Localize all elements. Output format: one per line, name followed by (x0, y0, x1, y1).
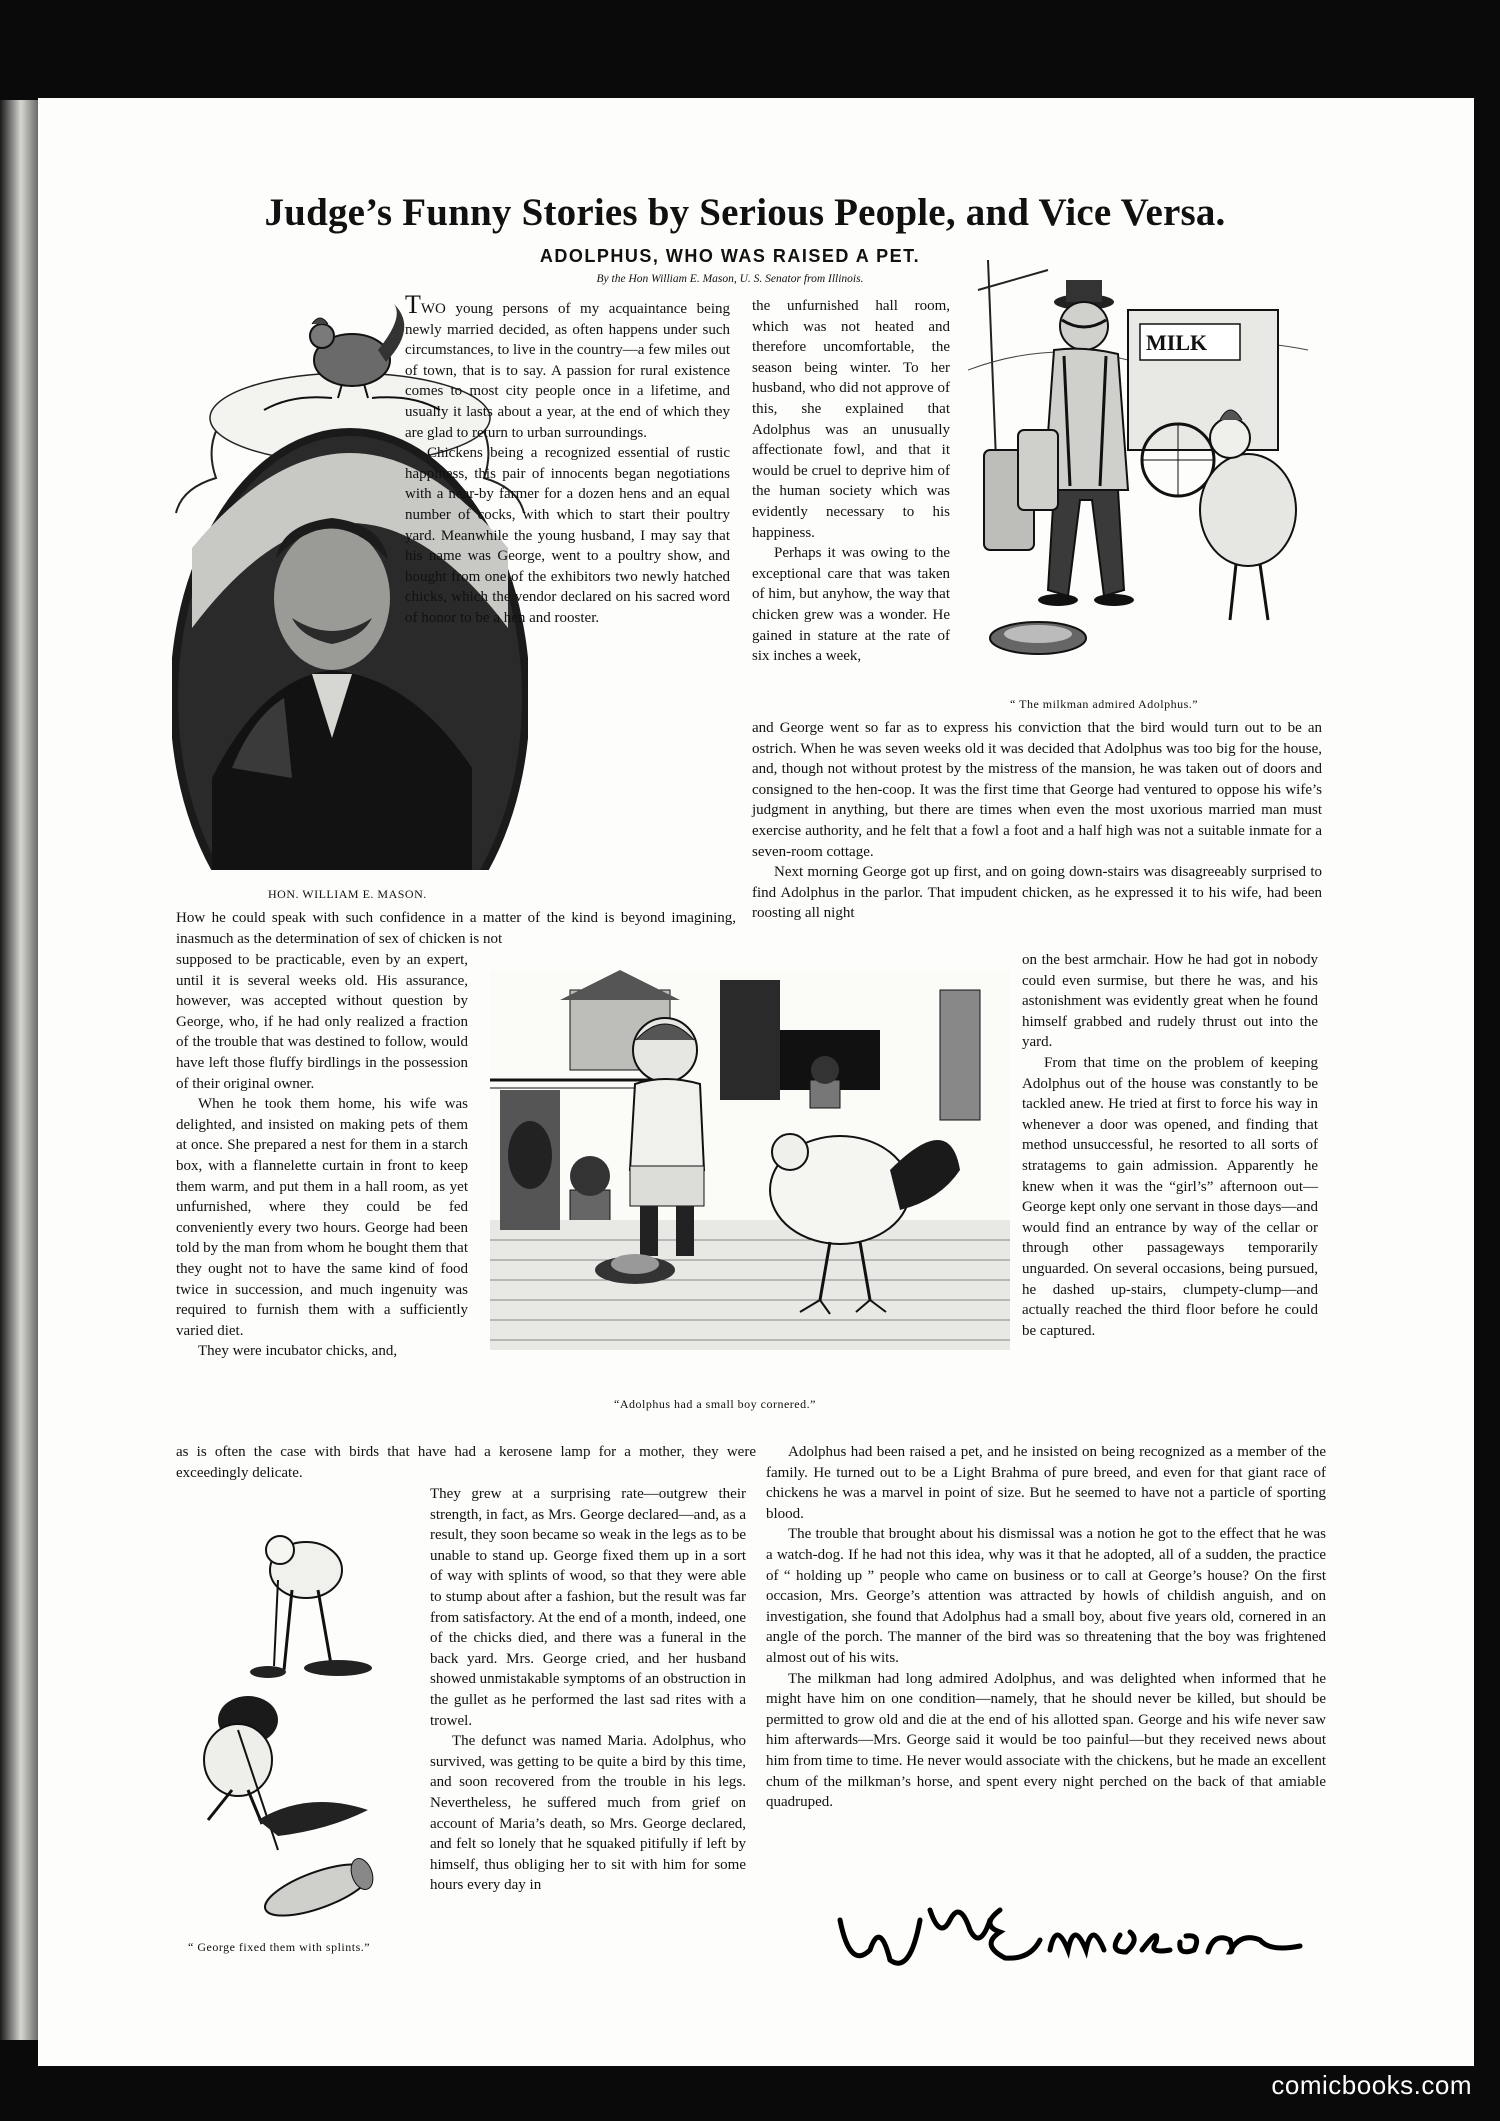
column-kerosene-line (176, 1442, 756, 1483)
column-intro (405, 290, 730, 629)
paragraph: The trouble that brought about his dismissal was a notion he got to the effect that he was a watch-dog. If he had not this idea, why was it that he adopted, all of a sudden, the practice of “ holding up ” people who came on business or to call at George’s house? On the first occasion, Mrs. George’s attention was attracted by howls of childish anguish, and on investigation, she found that Adolphus had a small boy, about five years old, cornered in an angle of the porch. The manner of the bird was so threatening that the boy was frightened almost out of his wits. (766, 1526, 1326, 1666)
cornered-caption: “Adolphus had a small boy cornered.” (614, 1397, 816, 1411)
drop-cap: T (405, 290, 421, 319)
column-bottom-middle (430, 1484, 746, 1896)
paragraph: They were incubator chicks, and, (198, 1343, 398, 1360)
paragraph: Next morning George got up first, and on going down-stairs was disagreeably surprised to find Adolphus in the parlor. That impudent chicken, as he expressed it to his wife, had been roosting all night (752, 864, 1322, 922)
splints-caption: “ George fixed them with splints.” (188, 1940, 371, 1954)
milkman-illustration (968, 250, 1314, 682)
paragraph: as is often the case with birds that have had a kerosene lamp for a mother, they were exceedingly delicate. (176, 1444, 756, 1481)
milkman-caption: “ The milkman admired Adolphus.” (1010, 697, 1199, 711)
page-headline: Judge’s Funny Stories by Serious People, and Vice Versa. (264, 191, 1226, 234)
column-full-line (176, 908, 736, 949)
byline: By the Hon William E. Mason, U. S. Senator from Illinois. (596, 273, 864, 285)
column-right-middle (1022, 950, 1318, 1341)
splints-illustration (188, 1490, 418, 1930)
paragraph-text: WO young persons of my acquaintance being newly married decided, as often happens under such circumstances, to live in the country—a few miles out of town, that is to say. A passion for rural existence comes to most city people once in a lifetime, and usually it lasts about a year, at the end of which they are glad to return to urban surroundings. (405, 301, 730, 441)
paragraph: The milkman had long admired Adolphus, and was delighted when informed that he might have him on one condition—namely, that he should never be killed, but should be permitted to grow old and die at the end of his allotted span. George and his wife never saw him afterwards—Mrs. George said it would be too painful—but they received news about him from time to time. He never would associate with the chickens, but he made an excellent chum of the milkman’s horse, and spent every night perched on the back of that amiable quadruped. (766, 1670, 1326, 1811)
portrait-caption: HON. WILLIAM E. MASON. (268, 887, 427, 901)
watermark-label: comicbooks.com (1271, 2070, 1472, 2100)
paragraph: Chickens being a recognized essential of rustic happiness, this pair of innocents began negotiations with a near-by farmer for a dozen hens and an equal number of cocks, with which to start their poultry yard. Meanwhile the young husband, I may say that his name was George, went to a poultry show, and bought from one of the exhibitors two newly hatched chicks, which the vendor declared on his sacred word of honor to be a hen and rooster. (405, 445, 730, 626)
story-title: ADOLPHUS, WHO WAS RAISED A PET. (539, 246, 921, 266)
left-page-edge (0, 100, 38, 2040)
author-signature (830, 1880, 1330, 1980)
paragraph: and George went so far as to express his conviction that the bird would turn out to be an ostrich. When he was seven weeks old it was decided that Adolphus was too big for the house, and, though not without protest by the mistress of the mansion, he was taken out of doors and consigned to the hen-coop. It was the first time that George had ventured to oppose his wife’s judgment in anything, but there are times when even the most uxorious married man must exercise authority, and he felt that a fowl a foot and a half high was not a suitable inmate for a seven-room cottage. (752, 720, 1322, 860)
paragraph: Adolphus had been raised a pet, and he insisted on being recognized as a member of the family. He turned out to be a Light Brahma of pure breed, and even for that giant race of chickens he was a marvel in point of size. But he seemed to have not a particle of sporting blood. (766, 1444, 1326, 1522)
paragraph: How he could speak with such confidence in a matter of the kind is beyond imagining, inasmuch as the determination of sex of chicken is not (176, 910, 736, 947)
paragraph: the unfurnished hall room, which was not heated and therefore uncomfortable, the season being winter. To her husband, who did not approve of this, she explained that Adolphus was an unusually affectionate fowl, and that it would be cruel to deprive him of the human society which was evidently necessary to his happiness. (752, 298, 950, 541)
paragraph (405, 290, 730, 443)
paragraph: From that time on the problem of keeping Adolphus out of the house was constantly to be tackled anew. He tried at first to force his way in whenever a door was opened, and finding that method unsuccessful, he resorted to all sorts of stratagems to gain admission. Apparently he knew when it was the “girl’s” afternoon out—George kept only one servant in those days—and would find an entrance by way of the cellar or through other passageways temporarily unguarded. On several occasions, being pursued, he dashed up-stairs, clumpety-clump—and actually reached the third floor before he could be captured. (1022, 1054, 1318, 1339)
column-middle-top (752, 296, 950, 667)
column-bottom-right (766, 1442, 1326, 1813)
paragraph: Perhaps it was owing to the exceptional care that was taken of him, but anyhow, the way that chicken grew was a wonder. He gained in stature at the rate of six inches a week, (752, 545, 950, 665)
column-right-wide (752, 718, 1322, 924)
paragraph: supposed to be practicable, even by an expert, until it is several weeks old. His assurance, however, was accepted without question by George, who, if he had only realized a fraction of the trouble that was destined to follow, would have left those fluffy birdlings in the possession of their original owner. (176, 952, 468, 1092)
milk-sign: MILK (1146, 330, 1208, 355)
column-left-middle (176, 950, 468, 1362)
porch-boy-illustration (490, 970, 1010, 1350)
paragraph: When he took them home, his wife was delighted, and insisted on making pets of them at once. She prepared a nest for them in a starch box, with a flannelette curtain in front to keep them warm, and put them in a hall room, as yet unfurnished, where they could be fed conveniently every two hours. George had been told by the man from whom he bought them that they ought not to have the same kind of food twice in succession, and much ingenuity was required to furnish them with a sufficiently varied diet. (176, 1096, 468, 1339)
paragraph: They grew at a surprising rate—outgrew their strength, in fact, as Mrs. George declared—and, as a result, they soon became so weak in the legs as to be unable to stand up. George fixed them up in a sort of way with splints of wood, so that they were able to stump about after a fashion, but the result was far from satisfactory. At the end of a month, indeed, one of the chicks died, and there was a funeral in the back yard. Mrs. George cried, and her husband showed unmistakable symptoms of an obstruction in the gullet as he performed the last sad rites with a trowel. (430, 1486, 746, 1729)
paragraph: The defunct was named Maria. Adolphus, who survived, was getting to be quite a bird by this time, and soon recovered from the trouble in his legs. Nevertheless, he suffered much from grief on account of Maria’s death, so Mrs. George declared, and felt so lonely that he squaked pitifully if left by himself, thus obliging her to sit with him for some hours every day in (430, 1733, 746, 1894)
paragraph: on the best armchair. How he had got in nobody could even surmise, but there he was, and his astonishment was evidently great when he found himself grabbed and rudely thrust out into the yard. (1022, 952, 1318, 1051)
